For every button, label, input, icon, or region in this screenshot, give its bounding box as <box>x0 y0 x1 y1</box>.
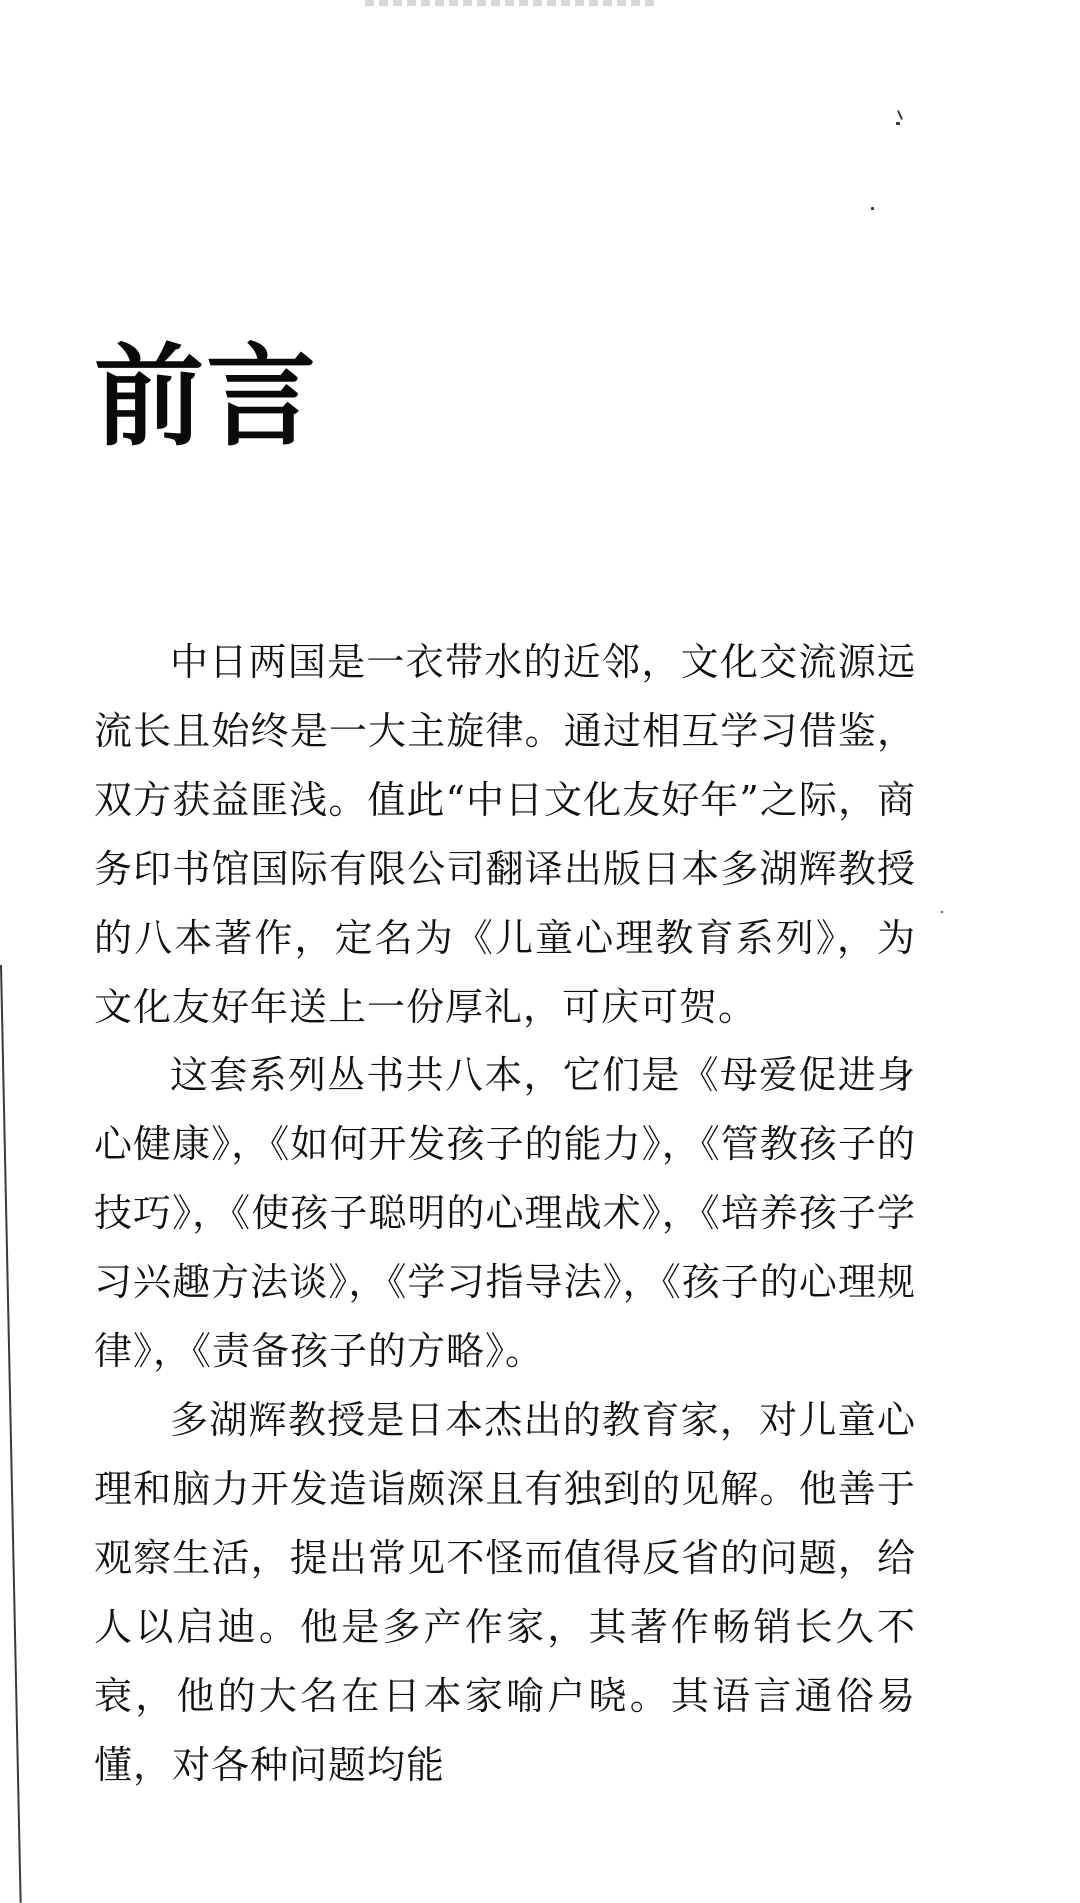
chapter-title: 前言 <box>94 333 318 461</box>
scan-artifact <box>365 0 655 6</box>
scan-speck <box>897 110 903 120</box>
scan-speck <box>941 911 943 913</box>
paragraph: 这套系列丛书共八本，它们是《母爱促进身心健康》，《如何开发孩子的能力》，《管教孩子的技巧》，《使孩子聪明的心理战术》，《培养孩子学习兴趣方法谈》，《学习指导法》，《孩子的心理规律》，《责备孩子的方略》。 <box>94 1053 916 1374</box>
paragraph: 多湖辉教授是日本杰出的教育家，对儿童心理和脑力开发造诣颇深且有独到的见解。他善于观察生活，提出常见不怪而值得反省的问题，给人以启迪。他是多产作家，其著作畅销长久不衰，他的大名在日本家喻户晓。其语言通俗易懂，对各种问题均能 <box>94 1397 916 1787</box>
scan-speck <box>871 207 874 210</box>
paragraph: 中日两国是一衣带水的近邻，文化交流源远流长且始终是一大主旋律。通过相互学习借鉴，双方获益匪浅。值此“中日文化友好年”之际，商务印书馆国际有限公司翻译出版日本多湖辉教授的八本著作，定名为《儿童心理教育系列》，为文化友好年送上一份厚礼，可庆可贺。 <box>94 640 916 1029</box>
scan-speck <box>896 122 900 125</box>
page-edge-line <box>0 965 22 1903</box>
body-text <box>94 628 916 1799</box>
